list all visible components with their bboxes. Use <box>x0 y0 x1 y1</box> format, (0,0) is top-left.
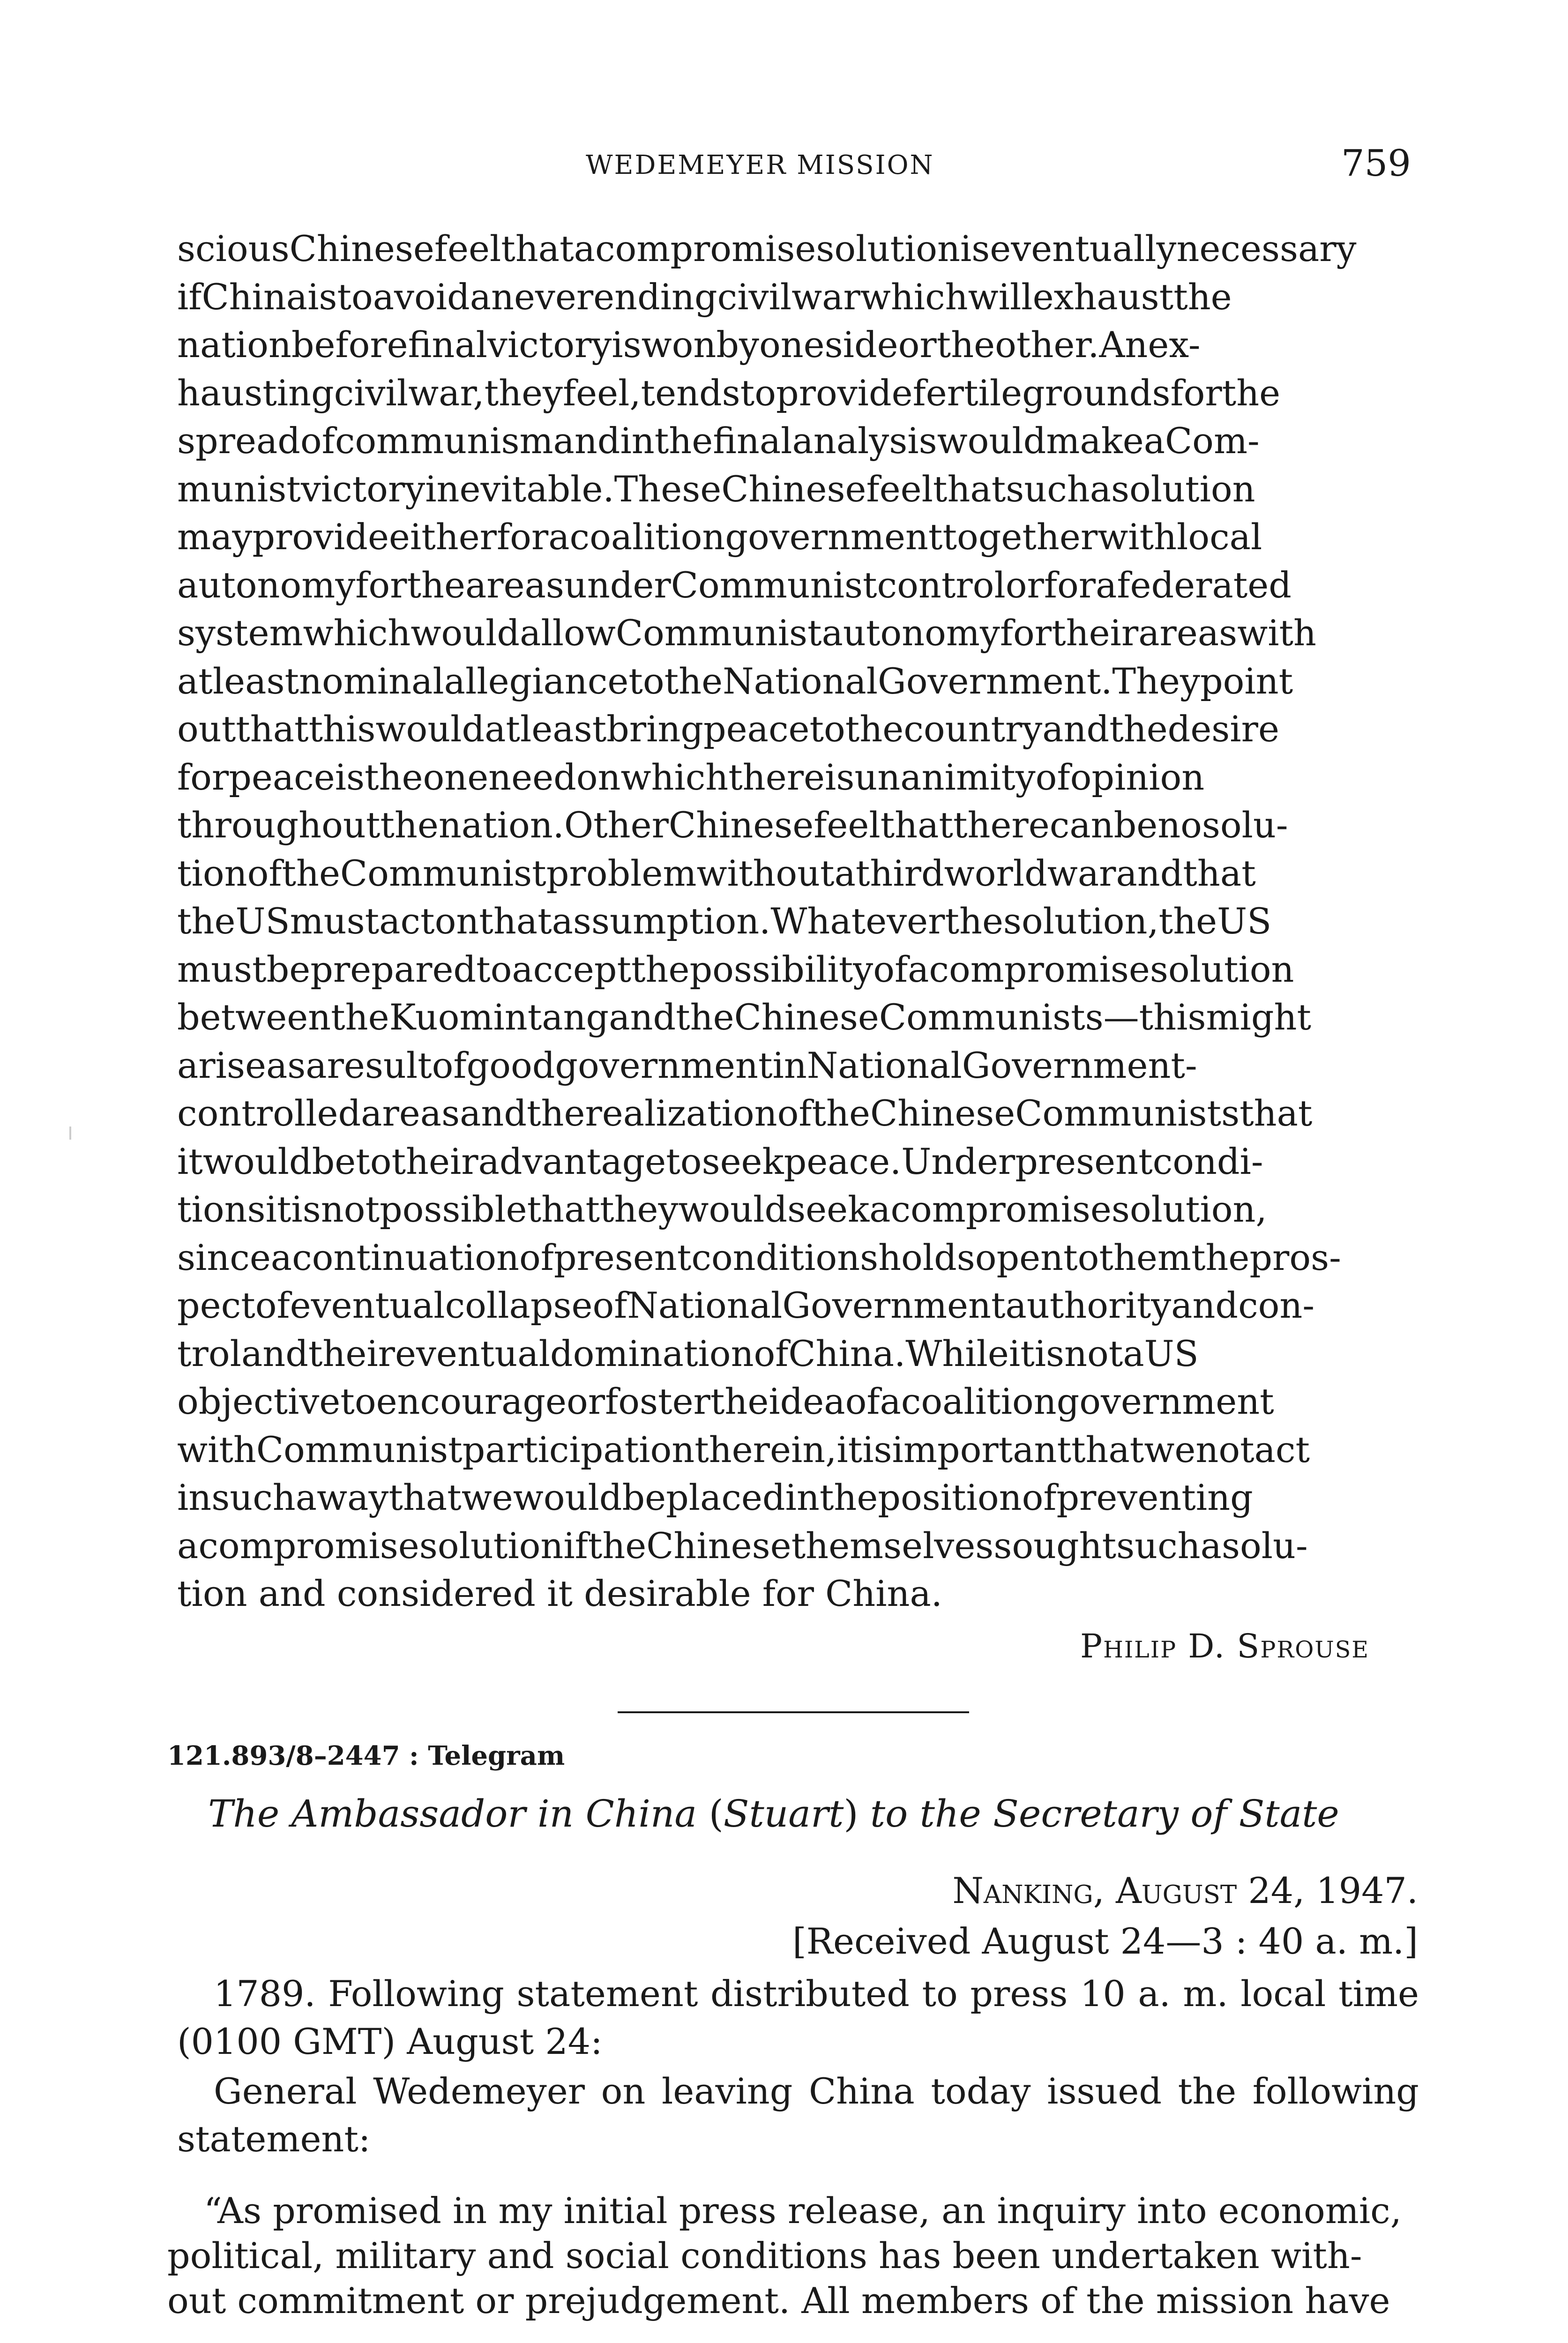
body-line: munistvictoryinevitable.TheseChinesefeelthatsuchasolution <box>177 468 1255 510</box>
body-line: sinceacontinuationofpresentconditionsholdsopentothemthepros- <box>177 1236 1341 1278</box>
body-line: haustingcivilwar,theyfeel,tendstoprovidefertilegroundsforthe <box>177 372 1281 414</box>
quoted-statement <box>167 2188 1419 2323</box>
text-line <box>177 2115 1419 2163</box>
body-line: mayprovideeitherforacoalitiongovernmenttogetherwithlocal <box>177 516 1262 558</box>
body-line: insuchawaythatwewouldbeplacedinthepositionofpreventing <box>177 1477 1253 1518</box>
body-line: betweentheKuomintangandtheChineseCommunists—thismight <box>177 996 1311 1038</box>
body-line: theUSmustactonthatassumption.Whateverthesolution,theUS <box>177 900 1272 942</box>
memorandum-body <box>177 225 1419 1618</box>
text-line <box>167 2278 1419 2323</box>
body-line: spreadofcommunismandinthefinalanalysiswouldmakeaCom- <box>177 420 1260 462</box>
telegram-paragraph <box>177 1970 1419 2066</box>
line-text: statement: <box>177 2118 371 2160</box>
body-line: throughoutthenation.OtherChinesefeelthattherecanbenosolu- <box>177 804 1288 846</box>
body-line: mustbepreparedtoacceptthepossibilityofacompromisesolution <box>177 948 1294 990</box>
body-line <box>177 1570 1419 1618</box>
page-number: 759 <box>1341 142 1411 185</box>
body-line: ariseasaresultofgoodgovernmentinNationalGovernment- <box>177 1044 1197 1086</box>
body-line: outthatthiswouldatleastbringpeacetothecountryandthedesire <box>177 708 1279 750</box>
body-line: trolandtheireventualdominationofChina.WhileitisnotaUS <box>177 1332 1199 1374</box>
line-text: political, military and social conditions has been undertaken with- <box>167 2235 1362 2276</box>
body-line: nationbeforefinalvictoryiswonbyonesideortheother.Anex- <box>177 324 1201 366</box>
line-text: tion and considered it desirable for China. <box>177 1573 942 1614</box>
statement-intro <box>177 2067 1419 2163</box>
document-title: The Ambassador in China (Stuart) to the Secretary of State <box>208 1792 1339 1836</box>
received-note: [Received August 24—3 : 40 a. m.] <box>792 1920 1418 1962</box>
body-line: autonomyfortheareasunderCommunistcontrolorforafederated <box>177 564 1292 606</box>
body-line: ifChinaistoavoidaneverendingcivilwarwhichwillexhaustthe <box>177 276 1232 318</box>
body-line: systemwhichwouldallowCommunistautonomyfortheirareaswith <box>177 612 1316 654</box>
body-line: tionoftheCommunistproblemwithoutathirdworldwarandthat <box>177 852 1256 894</box>
text-line <box>167 2233 1419 2278</box>
section-divider <box>618 1711 969 1713</box>
body-line: sciousChinesefeelthatacompromisesolutioniseventuallynecessary <box>177 228 1357 269</box>
line-text: “As promised in my initial press release, an inquiry into economic, <box>204 2190 1402 2231</box>
body-line: atleastnominalallegiancetotheNationalGovernment.Theypoint <box>177 660 1293 702</box>
line-text: out commitment or prejudgement. All members of the mission have <box>167 2280 1390 2321</box>
body-line: pectofeventualcollapseofNationalGovernmentauthorityandcon- <box>177 1284 1315 1326</box>
dateline <box>952 1870 1418 1911</box>
body-line: objectivetoencourageorfostertheideaofacoalitiongovernment <box>177 1380 1274 1422</box>
file-reference: 121.893/8–2447 : Telegram <box>167 1740 565 1771</box>
signature: Philip D. Sprouse <box>1080 1627 1370 1665</box>
body-line: controlledareasandtherealizationoftheChineseCommuniststhat <box>177 1092 1313 1134</box>
text-line: General Wedemeyer on leaving China today issued the following <box>214 2070 1419 2112</box>
text-line <box>167 2188 1419 2233</box>
text-line <box>177 2018 1419 2066</box>
body-line: acompromisesolutioniftheChinesethemselvessoughtsuchasolu- <box>177 1524 1308 1567</box>
body-line: withCommunistparticipationtherein,itisimportantthatwenotact <box>177 1428 1310 1470</box>
body-line: tionsitisnotpossiblethattheywouldseekacompromisesolution, <box>177 1188 1267 1230</box>
dateline-text: Nanking, August 24, 1947. <box>952 1870 1418 1911</box>
running-header: WEDEMEYER MISSION <box>586 150 934 180</box>
text-line: 1789. Following statement distributed to press 10 a. m. local time <box>214 1973 1419 2015</box>
body-line: forpeaceistheoneneedonwhichthereisunanimityofopinion <box>177 756 1205 798</box>
margin-mark <box>69 1127 71 1140</box>
body-line: itwouldbetotheiradvantagetoseekpeace.Underpresentcondi- <box>177 1140 1263 1182</box>
line-text: (0100 GMT) August 24: <box>177 2021 603 2062</box>
